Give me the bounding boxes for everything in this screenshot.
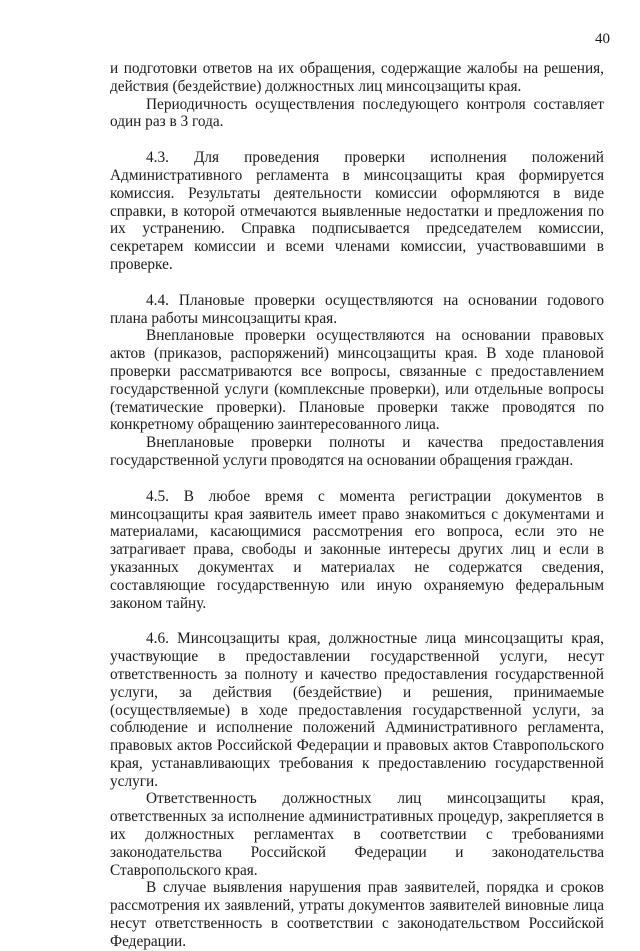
- paragraph: 4.3. Для проведения проверки исполнения положений Административного регламента в минсоцзащиты края формируется комиссия. Результаты деятельности комиссии оформляются в виде справки, в которой отмечаются выявленные недостатки и предложения по их устранению. Справка подписывается председателем комиссии, секретарем комиссии и всеми членами комиссии, участвовавшими в проверке.: [110, 149, 604, 273]
- paragraph: Внеплановые проверки осуществляются на основании правовых актов (приказов, распоряжений) минсоцзащиты края. В ходе плановой проверки рассматриваются все вопросы, связанные с предоставлением государственной услуги (комплексные проверки), или отдельные вопросы (тематические проверки). Плановые проверки также проводятся по конкретному обращению заинтересованного лица.: [110, 327, 604, 434]
- paragraph: 4.6. Минсоцзащиты края, должностные лица минсоцзащиты края, участвующие в предоставлении государственной услуги, несут ответственность за полноту и качество предоставления государственной услуги, за действия (бездействие) и решения, принимаемые (осуществляемые) в ходе предоставления государственной услуги, за соблюдение и исполнение положений Административного регламента, правовых актов Российской Федерации и правовых актов Ставропольского края, устанавливающих требования к предоставлению государственной услуги.: [110, 630, 604, 790]
- paragraph: Ответственность должностных лиц минсоцзащиты края, ответственных за исполнение административных процедур, закрепляется в их должностных регламентах в соответствии с требованиями законодательства Российской Федерации и законодательства Ставропольского края.: [110, 790, 604, 879]
- document-body: [110, 60, 604, 951]
- paragraph: В случае выявления нарушения прав заявителей, порядка и сроков рассмотрения их заявлений, утраты документов заявителей виновные лица несут ответственность в соответствии с законодательством Российской Федерации.: [110, 879, 604, 950]
- page-number: 40: [595, 31, 610, 47]
- paragraph: 4.4. Плановые проверки осуществляются на основании годового плана работы минсоцзащиты края.: [110, 291, 604, 327]
- paragraph: Периодичность осуществления последующего контроля составляет один раз в 3 года.: [110, 95, 604, 131]
- paragraph: Внеплановые проверки полноты и качества предоставления государственной услуги проводятся на основании обращения граждан.: [110, 434, 604, 469]
- paragraph: 4.5. В любое время с момента регистрации документов в минсоцзащиты края заявитель имеет право знакомиться с документами и материалами, касающимися рассмотрения его вопроса, если это не затрагивает права, свободы и законные интересы других лиц и если в указанных документах и материалах не содержатся сведения, составляющие государственную или иную охраняемую федеральным законом тайну.: [110, 487, 604, 612]
- paragraph: и подготовки ответов на их обращения, содержащие жалобы на решения, действия (бездействие) должностных лиц минсоцзащиты края.: [110, 60, 604, 95]
